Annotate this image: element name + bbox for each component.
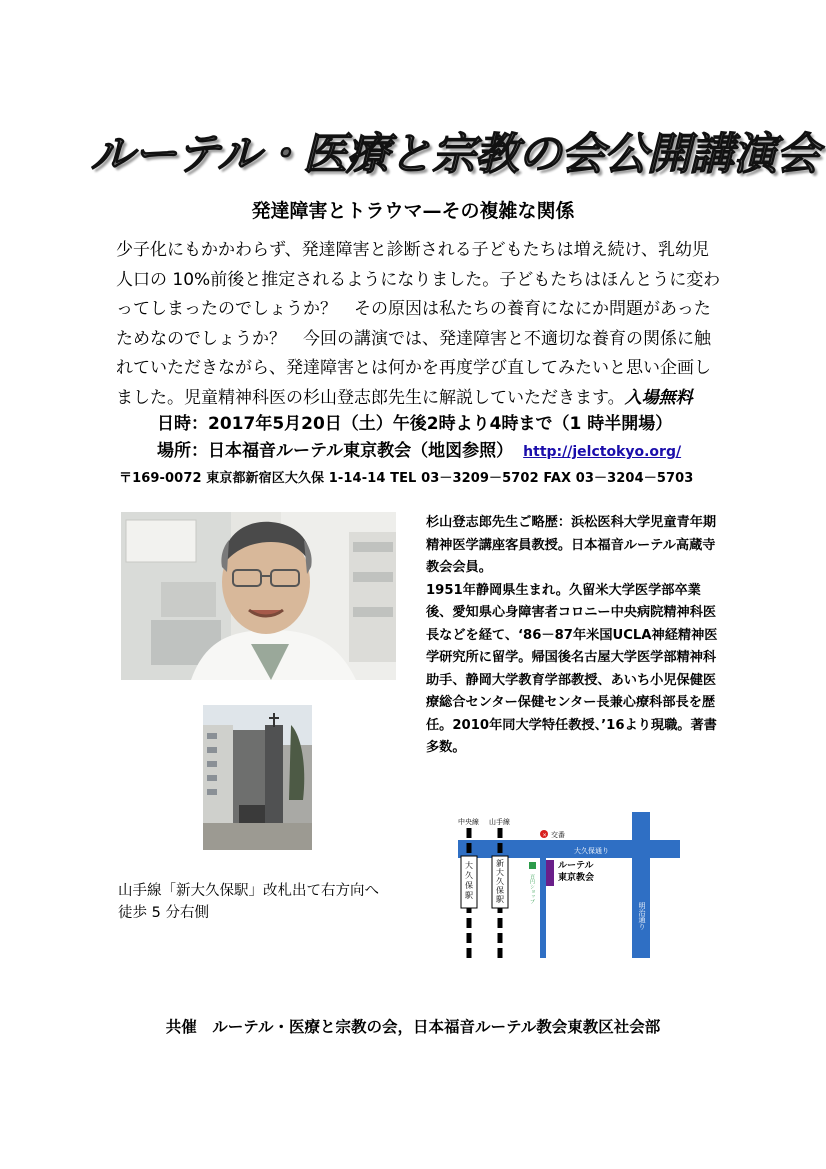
station-char: 保 [465,881,473,890]
venue-text: 場所：日本福音ルーテル東京教会（地図参照） [157,441,514,461]
church-map-label: ルーテル [558,861,594,871]
station-char: 駅 [465,891,473,900]
profile-paragraph: 杉山登志郎先生ご略歴：浜松医科大学児童青年期精神医学講座客員教授。日本福音ルーテル高蔵寺教会会員。 [426,515,717,575]
church-photo-art [203,705,312,850]
event-venue [157,436,681,461]
lecture-subtitle: 発達障害とトラウマ—その複雑な関係 [251,200,575,222]
meiji-street-label: 明治通り [638,902,646,930]
intro-line: ためなのでしょうか？ 今回の講演では、発達障害と不適切な養育の関係に触 [116,328,711,349]
directions-line: 山手線「新大久保駅」改札出て右方向へ [118,883,379,899]
station-char: 保 [496,886,504,895]
okubo-street-label: 大久保通り [574,847,609,855]
free-admission: 入場無料 [624,387,693,408]
station-char: 久 [496,877,504,886]
side-street [540,858,546,958]
intro-line: 少子化にもかかわらず、発達障害と診断される子どもたちは増え続け、乳幼児 [116,240,709,260]
station-directions [118,880,418,924]
chuo-line-label: 中央線 [458,818,479,826]
station-label-yamanote [495,858,504,904]
access-map [456,810,688,970]
station-char: 久 [465,871,473,880]
yamanote-line-label: 山手線 [489,818,510,826]
station-char: 駅 [496,895,504,904]
church-url-link[interactable]: http://jelctokyo.org/ [523,444,682,460]
lecturer-photo-art [121,512,396,680]
event-datetime: 日時：2017年5月20日（土）午後2時より4時まで（1 時半開場） [157,414,673,434]
intro-line: 人口の 10%前後と推定されるようになりました。子どもたちはほんとうに変わ [116,269,721,290]
intro-line: ってしまったのでしょうか？ その原因は私たちの養育になにか問題があった [116,299,711,319]
intro-line: れていただきながら、発達障害とは何かを再度学び直してみたいと思い企画し [116,358,711,378]
church-address: 〒169-0072 東京都新宿区大久保 1-14-14 TEL 03－3209－5702 FAX 03－3204－5703 [119,471,694,486]
police-box-label: 交番 [551,831,565,839]
station-char: 新 [496,859,504,868]
church-marker [546,860,554,886]
church-photo [203,705,312,850]
intro-line-text: ました。児童精神科医の杉山登志郎先生に解説していただきます。 [116,387,625,408]
station-char: 大 [465,861,473,870]
lecturer-photo [121,512,396,680]
shop-label: 百円ショップ [529,874,535,904]
police-box-mark: × [542,832,547,839]
lecturer-profile [426,512,722,760]
co-sponsors: 共催 ルーテル・医療と宗教の会，日本福音ルーテル教会東教区社会部 [165,1018,661,1036]
church-map-label2: 東京教会 [558,873,595,883]
meiji-street [632,812,650,958]
directions-line: 徒歩 5 分右側 [118,905,209,921]
station-char: 大 [496,868,504,877]
profile-paragraph: 1951年静岡県生まれ。久留米大学医学部卒業後、愛知県心身障害者コロニー中央病院精神科医長などを経て、‘86－87年米国UCLA神経精神医学研究所に留学。帰国後名古屋大学医学部精神科助手、静岡大学教育学部教授、あいち小児保健医療総合センター保健センター長兼心療科部長を歴任。2010年同大学特任教授、’16より現職。著書多数。 [426,582,718,755]
intro-paragraph [116,236,726,413]
shop-icon [529,862,536,869]
page-title: ルーテル・医療と宗教の会公開講演会 [90,129,819,180]
